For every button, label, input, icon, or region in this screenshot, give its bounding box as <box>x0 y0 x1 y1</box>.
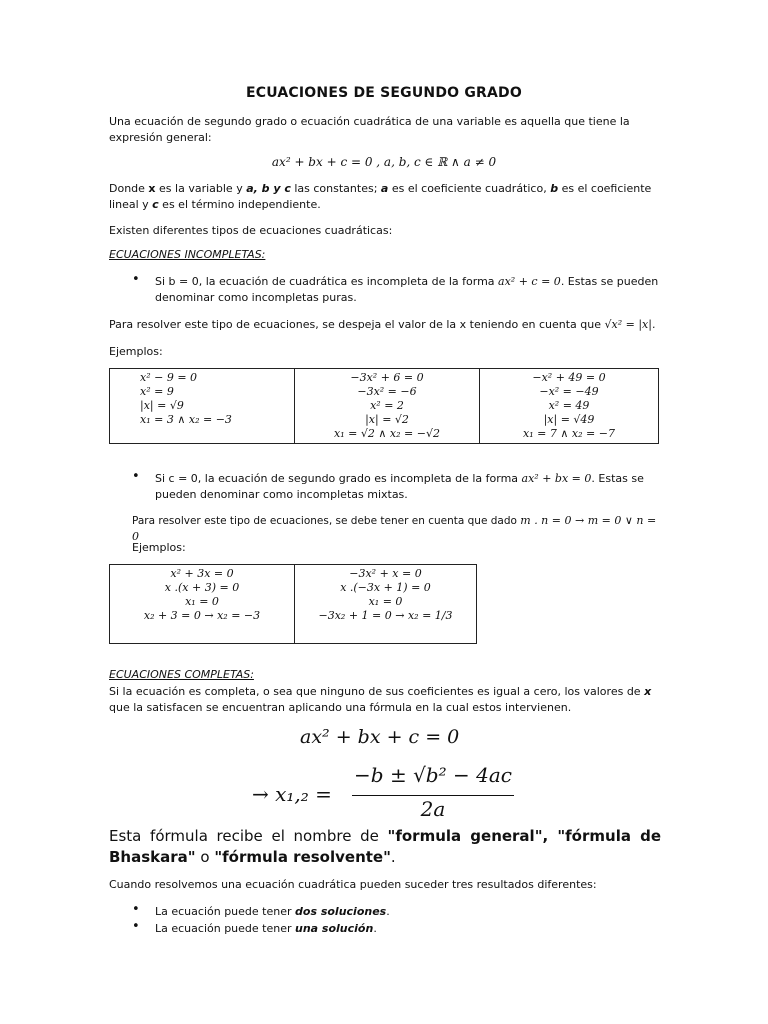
examples-table-mixed <box>109 564 477 644</box>
formula-note: Esta fórmula recibe el nombre de "formula general", "fórmula de Bhaskara" o "fórmula resolvente". <box>109 827 662 866</box>
where-paragraph: Donde x es la variable y a, b y c las constantes; a es el coeficiente cuadrático, b es el coeficiente lineal y c es el término independiente. <box>109 182 652 211</box>
complete-paragraph: Si la ecuación es completa, o sea que ninguno de sus coeficientes es igual a cero, los valores de x que la satisfacen se encuentran aplicando una fórmula en la cual estos intervienen. <box>109 685 652 714</box>
examples-table-pure <box>109 368 659 444</box>
incomplete-heading: ECUACIONES INCOMPLETAS: <box>109 248 266 261</box>
fraction-bar <box>352 795 514 796</box>
big-equation: ax² + bx + c = 0 <box>300 726 460 748</box>
bullet-icon: • <box>132 272 140 287</box>
resolve-mixed-paragraph: Para resolver este tipo de ecuaciones, se debe tener en cuenta que dado m . n = 0 → m = 0 ∨ n = 0 <box>132 514 657 543</box>
formula-denominator: 2a <box>420 797 446 821</box>
results-intro: Cuando resolvemos una ecuación cuadrática pueden suceder tres resultados diferentes: <box>109 878 597 891</box>
bullet-incomplete-pure: Si b = 0, la ecuación de cuadrática es incompleta de la forma ax² + c = 0. Estas se pueden denominar como incompletas puras. <box>155 275 659 304</box>
general-expression: ax² + bx + c = 0 , a, b, c ∈ ℝ ∧ a ≠ 0 <box>271 155 497 169</box>
bullet-icon: • <box>132 469 140 484</box>
intro-paragraph: Una ecuación de segundo grado o ecuación cuadrática de una variable es aquella que tiene la expresión general: <box>109 115 630 144</box>
page-title: ECUACIONES DE SEGUNDO GRADO <box>246 85 522 101</box>
example-cell: x² + 3x = 0 x .(x + 3) = 0 x₁ = 0 x₂ + 3 = 0 → x₂ = −3 <box>110 565 295 644</box>
resolve-pure-paragraph: Para resolver este tipo de ecuaciones, se despeja el valor de la x teniendo en cuenta que √x² = |x|. <box>109 318 656 331</box>
complete-heading: ECUACIONES COMPLETAS: <box>109 668 254 681</box>
result-item: La ecuación puede tener dos soluciones. <box>155 905 390 918</box>
types-intro: Existen diferentes tipos de ecuaciones cuadráticas: <box>109 224 393 237</box>
example-cell: −3x² + 6 = 0 −3x² = −6 x² = 2 |x| = √2 x₁ = √2 ∧ x₂ = −√2 <box>295 369 480 444</box>
formula-lhs: → x₁,₂ = <box>252 782 332 806</box>
result-item: La ecuación puede tener una solución. <box>155 922 377 935</box>
bullet-incomplete-mixed: Si c = 0, la ecuación de segundo grado es incompleta de la forma ax² + bx = 0. Estas se pueden denominar como incompletas mixtas. <box>155 472 644 501</box>
examples-label-2: Ejemplos: <box>132 541 186 554</box>
formula-numerator: −b ± √b² − 4ac <box>354 763 512 787</box>
bullet-icon: • <box>132 902 140 917</box>
example-cell: −3x² + x = 0 x .(−3x + 1) = 0 x₁ = 0 −3x₂ + 1 = 0 → x₂ = 1/3 <box>295 565 477 644</box>
example-cell: x² − 9 = 0 x² = 9 |x| = √9 x₁ = 3 ∧ x₂ = −3 <box>110 369 295 444</box>
bullet-icon: • <box>132 919 140 934</box>
examples-label-1: Ejemplos: <box>109 345 163 358</box>
example-cell: −x² + 49 = 0 −x² = −49 x² = 49 |x| = √49 x₁ = 7 ∧ x₂ = −7 <box>480 369 659 444</box>
